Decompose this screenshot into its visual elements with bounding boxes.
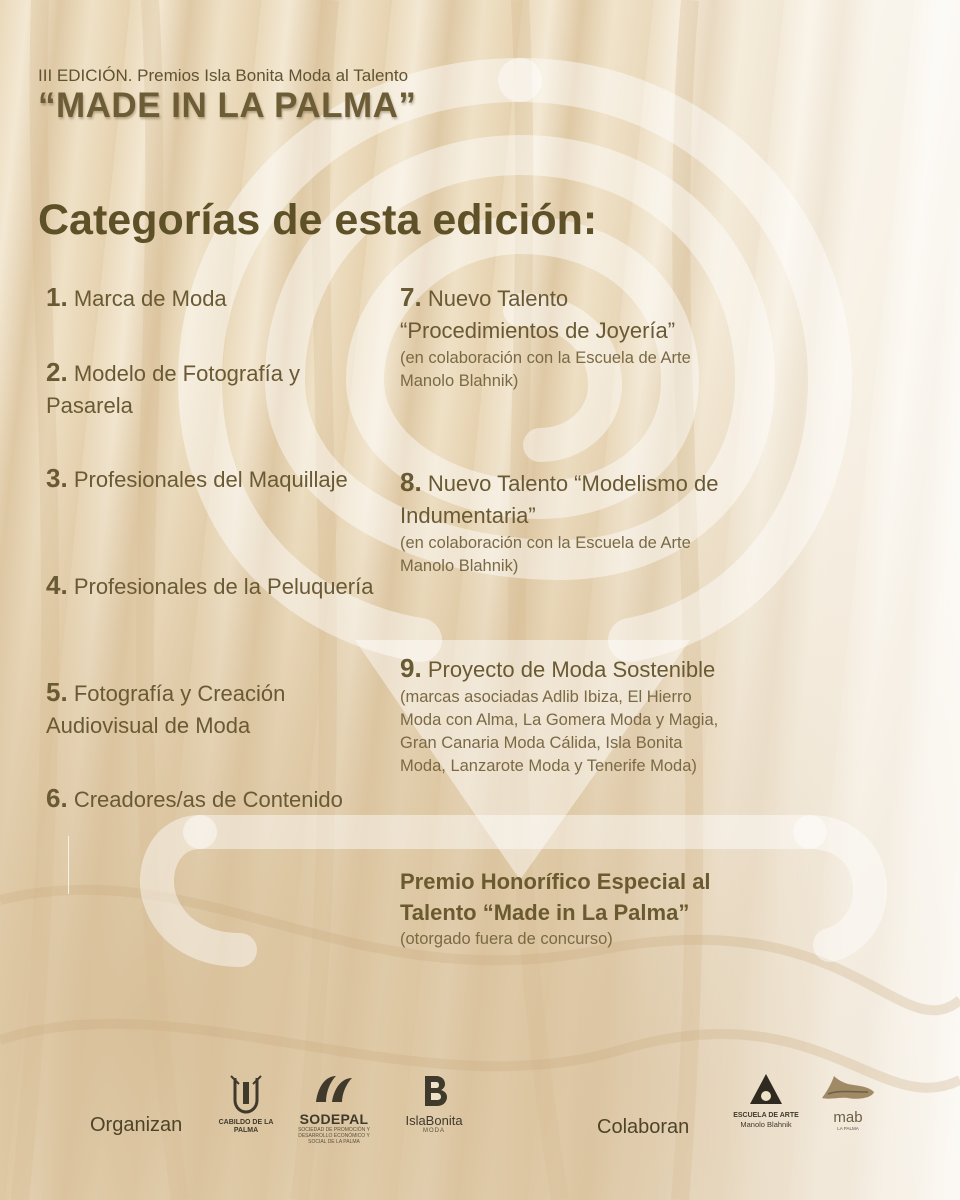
category-item xyxy=(46,569,376,603)
honorary-award xyxy=(400,866,740,950)
honorary-award-note: (otorgado fuera de concurso) xyxy=(400,930,613,948)
divider-line xyxy=(68,836,69,894)
isla-bonita-logo xyxy=(396,1072,472,1134)
category-name: Fotografía y Creación Audiovisual de Moda xyxy=(46,681,286,738)
category-number: 9. xyxy=(400,653,422,683)
event-title: “MADE IN LA PALMA” xyxy=(38,86,417,125)
category-name: Modelo de Fotografía y Pasarela xyxy=(46,361,301,418)
category-item xyxy=(400,281,730,393)
cabildo-logo xyxy=(214,1074,278,1135)
mab-shoe-logo-icon xyxy=(818,1070,878,1104)
collaborators-label: Colaboran xyxy=(597,1116,690,1138)
organizers-label: Organizan xyxy=(90,1114,183,1136)
category-item xyxy=(46,676,376,742)
category-note: (en colaboración con la Escuela de Arte Manolo Blahnik) xyxy=(400,534,691,575)
category-name: Creadores/as de Contenido xyxy=(73,787,343,812)
category-number: 1. xyxy=(46,282,68,312)
escuela-arte-logo xyxy=(728,1072,804,1129)
category-item xyxy=(400,466,730,578)
category-item xyxy=(46,356,376,422)
category-item xyxy=(46,462,376,496)
organizer-name: SODEPAL xyxy=(299,1111,369,1127)
category-number: 8. xyxy=(400,467,422,497)
escuela-arte-logo-icon xyxy=(748,1072,784,1106)
honorary-award-title: Premio Honorífico Especial al Talento “Made in La Palma” xyxy=(400,869,711,925)
category-name: Proyecto de Moda Sostenible xyxy=(427,657,716,682)
collaborator-name: ESCUELA DE ARTE xyxy=(733,1112,799,1119)
category-number: 3. xyxy=(46,463,68,493)
collaborator-name: mab xyxy=(833,1109,863,1126)
cabildo-crest-icon xyxy=(229,1074,263,1114)
collaborator-subtitle: LA PALMA xyxy=(837,1126,859,1131)
categories-heading: Categorías de esta edición: xyxy=(38,196,598,244)
edition-line: III EDICIÓN. Premios Isla Bonita Moda al Talento xyxy=(38,66,409,85)
organizer-subtitle: SOCIEDAD DE PROMOCIÓN Y DESARROLLO ECONÓMICO Y SOCIAL DE LA PALMA xyxy=(298,1127,370,1145)
collaborator-subtitle: Manolo Blahnik xyxy=(740,1120,792,1129)
category-name: Profesionales de la Peluquería xyxy=(73,574,374,599)
category-item xyxy=(46,782,376,816)
category-name: Profesionales del Maquillaje xyxy=(73,467,348,492)
category-number: 4. xyxy=(46,570,68,600)
category-note: (en colaboración con la Escuela de Arte Manolo Blahnik) xyxy=(400,349,691,390)
category-number: 2. xyxy=(46,357,68,387)
category-name: Nuevo Talento “Procedimientos de Joyería” xyxy=(400,286,676,343)
category-number: 6. xyxy=(46,783,68,813)
organizer-subtitle: MODA xyxy=(423,1128,445,1134)
category-note: (marcas asociadas Adlib Ibiza, El Hierro Moda con Alma, La Gomera Moda y Magia, Gran Canaria Moda Cálida, Isla Bonita Moda, Lanzarote Moda y Tenerife Moda) xyxy=(400,688,719,775)
organizer-name: CABILDO DE LA PALMA xyxy=(218,1119,274,1134)
category-item xyxy=(46,281,376,315)
category-number: 5. xyxy=(46,677,68,707)
mab-logo xyxy=(815,1070,881,1132)
category-item xyxy=(400,652,730,778)
sodepal-logo-icon xyxy=(312,1072,356,1106)
sodepal-logo xyxy=(290,1072,378,1145)
isla-bonita-b-icon xyxy=(419,1072,449,1108)
category-name: Nuevo Talento “Modelismo de Indumentaria” xyxy=(400,471,719,528)
organizer-name: IslaBonita xyxy=(405,1113,463,1128)
category-number: 7. xyxy=(400,282,422,312)
category-name: Marca de Moda xyxy=(73,286,227,311)
